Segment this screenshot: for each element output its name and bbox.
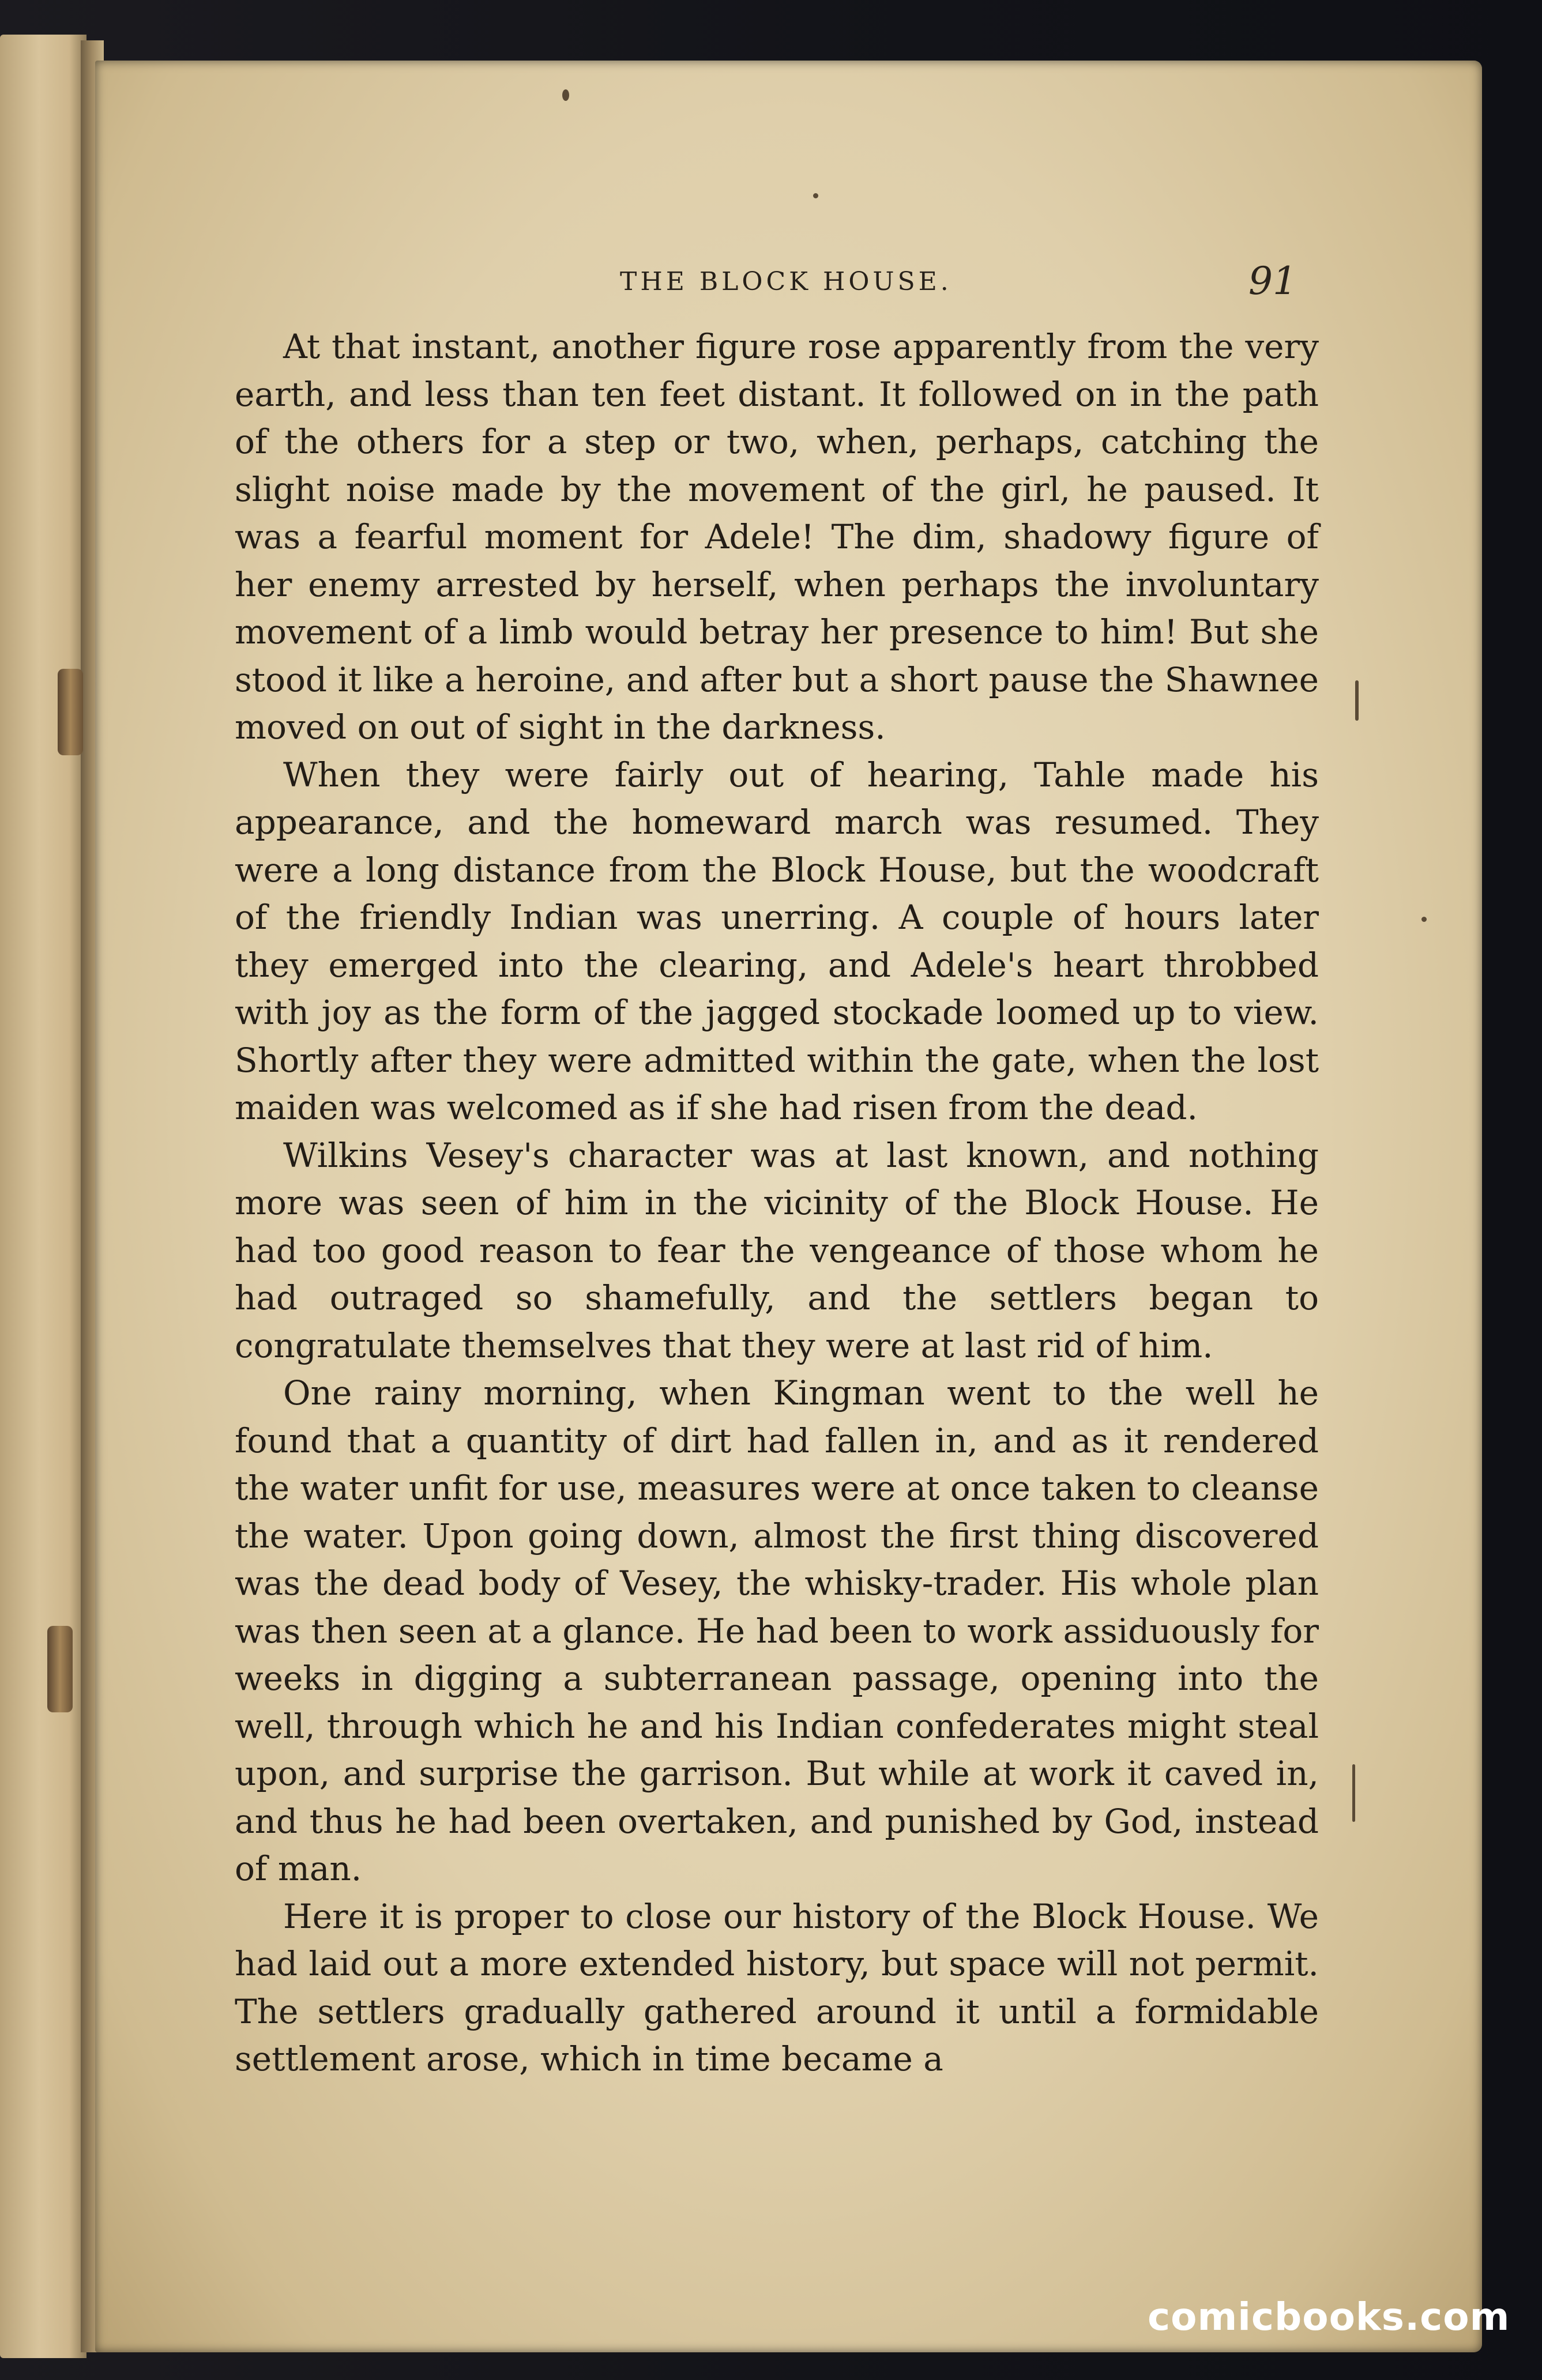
ink-speck (562, 89, 569, 101)
ink-speck (813, 193, 818, 198)
paragraph: One rainy morning, when Kingman went to the well he found that a quantity of dirt had fallen in, and as it rendered the water unfit for use, measures were at once taken to cleanse the water. Upon going down, almost the first thing discovered was the dead body of Vesey, the whisky-trader. His whole plan was then seen at a glance. He had been to work assiduously for weeks in digging a subterranean passage, opening into the well, through which he and his Indian confederates might steal upon, and surprise the garrison. But while at work it caved in, and thus he had been overtaken, and punished by God, instead of man. (235, 1373, 1319, 1888)
site-watermark: comicbooks.com (1148, 2295, 1510, 2339)
ink-speck (1421, 917, 1427, 922)
body-text (235, 323, 1319, 2254)
paragraph: At that instant, another figure rose apparently from the very earth, and less than ten feet distant. It followed on in the path of the others for a step or two, when, perhaps, catching the slight noise made by the movement of the girl, he paused. It was a fearful moment for Adele! The dim, shadowy figure of her enemy arrested by herself, when perhaps the involuntary movement of a limb would betray her presence to him! But she stood it like a heroine, and after but a short pause the Shawnee moved on out of sight in the darkness. (235, 327, 1319, 747)
ink-speck (1352, 1764, 1355, 1822)
paragraph: Here it is proper to close our history of the Block House. We had laid out a more extended history, but space will not permit. The settlers gradually gathered around it until a formidable settlement arose, which in time became a (235, 1896, 1319, 2078)
paragraph: Wilkins Vesey's character was at last known, and nothing more was seen of him in the vicinity of the Block House. He had too good reason to fear the vengeance of those whom he had outraged so shamefully, and the settlers began to congratulate themselves that they were at last rid of him. (235, 1135, 1319, 1365)
page-number: 91 (1248, 259, 1297, 303)
running-head (95, 259, 1482, 303)
binding-thread-icon (58, 669, 83, 755)
ink-speck (1355, 680, 1359, 721)
previous-page-edge (0, 35, 86, 2358)
binding-thread-icon (47, 1626, 73, 1712)
paragraph: When they were fairly out of hearing, Tahle made his appearance, and the homeward march was resumed. They were a long distance from the Block House, but the woodcraft of the friendly Indian was unerring. A couple of hours later they emerged into the clearing, and Adele's heart throbbed with joy as the form of the jagged stockade loomed up to view. Shortly after they were admitted within the gate, when the lost maiden was welcomed as if she had risen from the dead. (235, 755, 1319, 1127)
page-title: THE BLOCK HOUSE. (620, 267, 952, 296)
